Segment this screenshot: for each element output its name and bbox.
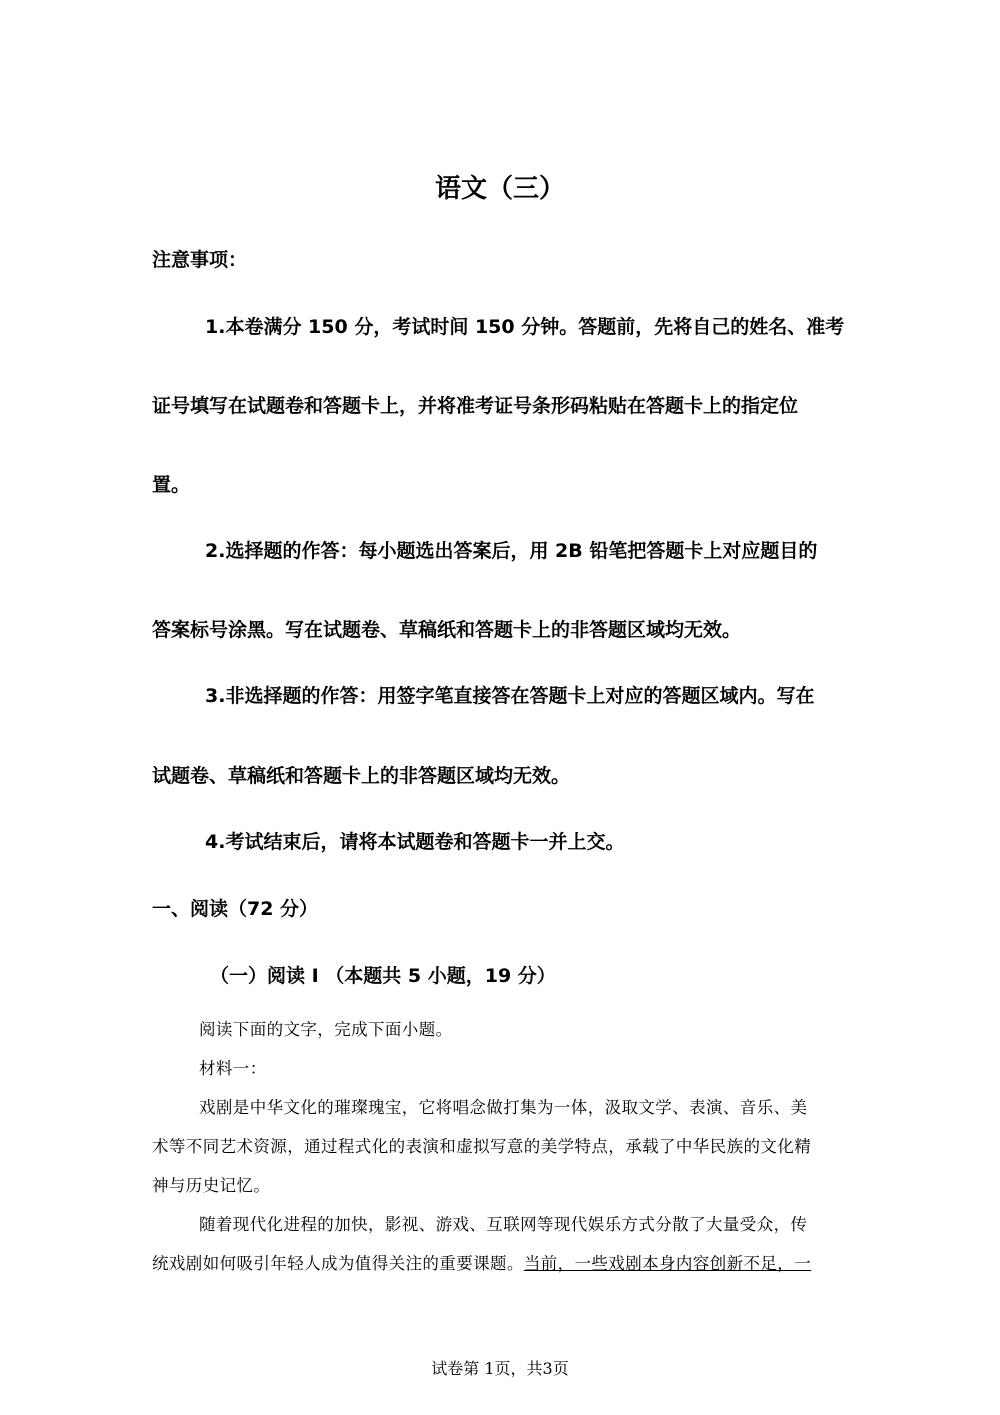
subsection-heading: （一）阅读 I （本题共 5 小题，19 分） [210, 965, 556, 987]
notice-item-1-line-2: 证号填写在试题卷和答题卡上，并将准考证号条形码粘贴在答题卡上的指定位 [152, 395, 799, 417]
paragraph-2-plain-text: 统戏剧如何吸引年轻人成为值得关注的重要课题。 [152, 1254, 524, 1273]
paragraph-2-line-1: 随着现代化进程的加快，影视、游戏、互联网等现代娱乐方式分散了大量受众，传 [199, 1215, 808, 1234]
notice-label: 注意事项： [152, 249, 248, 271]
paragraph-1-line-2: 术等不同艺术资源，通过程式化的表演和虚拟写意的美学特点，承载了中华民族的文化精 [152, 1137, 812, 1156]
instruction-text: 阅读下面的文字，完成下面小题。 [199, 1020, 453, 1039]
material-label: 材料一： [199, 1059, 267, 1078]
paragraph-2-underlined-text: 当前，一些戏剧本身内容创新不足，一 [523, 1254, 812, 1273]
page-title: 语文（三） [434, 174, 565, 204]
notice-item-3-line-1: 3.非选择题的作答：用签字笔直接答在答题卡上对应的答题区域内。写在 [205, 685, 815, 707]
paragraph-1-line-1: 戏剧是中华文化的璀璨瑰宝，它将唱念做打集为一体，汲取文学、表演、音乐、美 [199, 1098, 808, 1117]
notice-item-3-line-2: 试题卷、草稿纸和答题卡上的非答题区域均无效。 [152, 765, 571, 787]
page-footer: 试卷第 1页，共3页 [431, 1359, 569, 1378]
section-heading: 一、阅读（72 分） [152, 898, 319, 920]
notice-item-4-line-1: 4.考试结束后，请将本试题卷和答题卡一并上交。 [205, 831, 625, 853]
paragraph-2-line-2 [152, 1250, 811, 1274]
notice-item-1-line-3: 置。 [152, 474, 191, 496]
notice-item-2-line-1: 2.选择题的作答：每小题选出答案后，用 2B 铅笔把答题卡上对应题目的 [205, 540, 818, 562]
notice-item-1-line-1: 1.本卷满分 150 分，考试时间 150 分钟。答题前，先将自己的姓名、准考 [205, 316, 845, 338]
paragraph-1-line-3: 神与历史记忆。 [152, 1176, 271, 1195]
notice-item-2-line-2: 答案标号涂黑。写在试题卷、草稿纸和答题卡上的非答题区域均无效。 [152, 619, 742, 641]
